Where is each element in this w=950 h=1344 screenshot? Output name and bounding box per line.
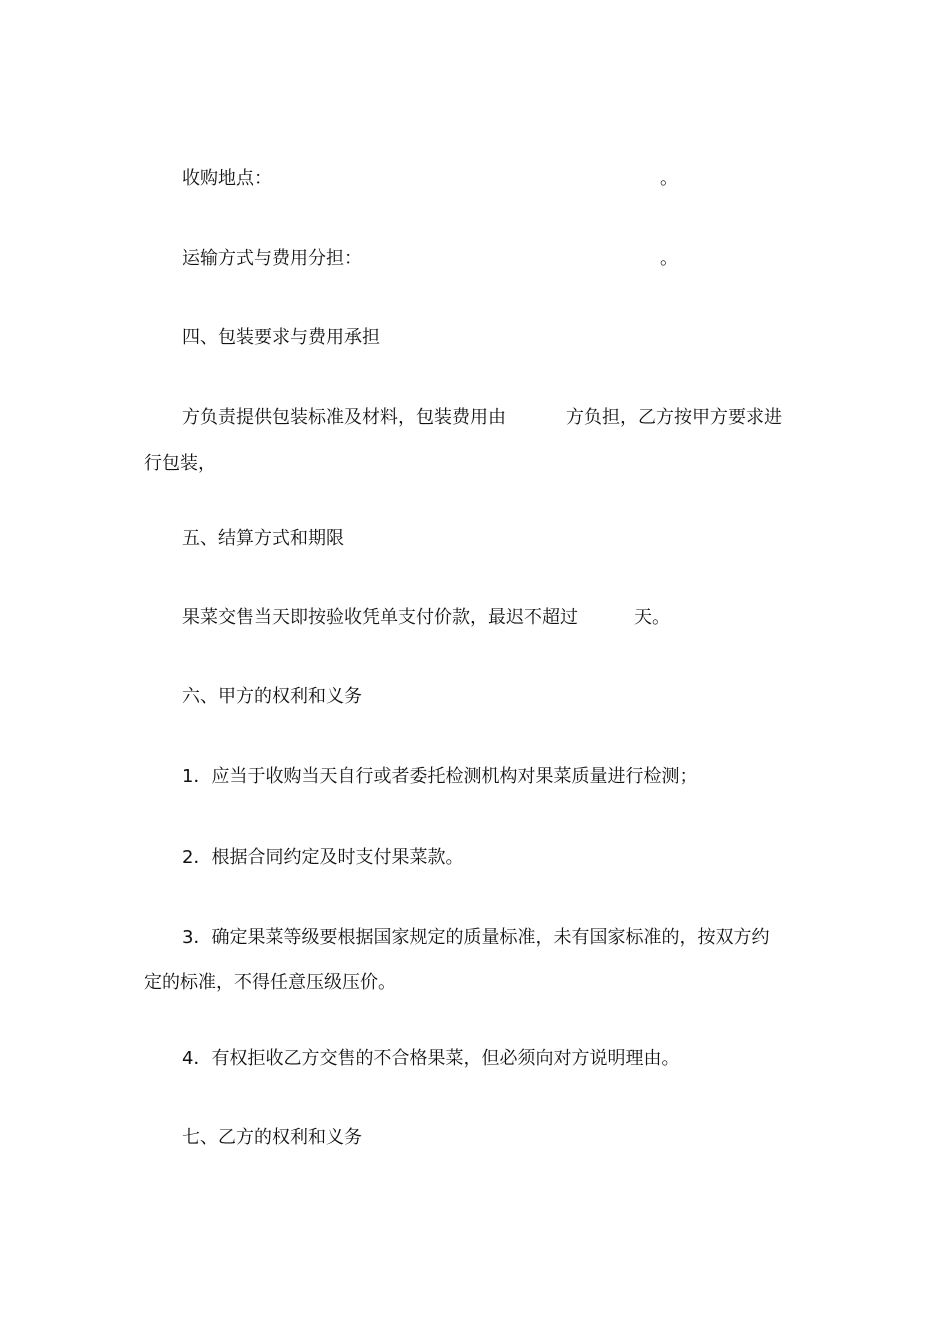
section-6-item-4: 4．有权拒收乙方交售的不合格果菜，但必须向对方说明理由。 [182,1048,680,1069]
purchase-location-label: 收购地点： [182,168,272,189]
section-5-heading: 五、结算方式和期限 [182,528,344,549]
packaging-text-part-1: 方负责提供包装标准及材料，包装费用由 [182,407,506,428]
transport-end: 。 [660,248,678,269]
section-4-heading: 四、包装要求与费用承担 [182,327,380,348]
section-6-item-3-line-2: 定的标准，不得任意压级压价。 [144,972,396,993]
section-6-heading: 六、甲方的权利和义务 [182,686,362,707]
section-7-heading: 七、乙方的权利和义务 [182,1127,362,1148]
section-6-item-3-line-1: 3．确定果菜等级要根据国家规定的质量标准，未有国家标准的，按双方约 [182,927,770,948]
packaging-text-part-2: 方负担，乙方按甲方要求进 [566,407,782,428]
packaging-line-2: 行包装， [144,453,216,474]
section-6-item-1: 1．应当于收购当天自行或者委托检测机构对果菜质量进行检测； [182,766,698,787]
transport-label: 运输方式与费用分担： [182,248,362,269]
purchase-location-end: 。 [660,168,678,189]
section-6-item-2: 2．根据合同约定及时支付果菜款。 [182,847,464,868]
settlement-text-part-1: 果菜交售当天即按验收凭单支付价款，最迟不超过 [182,607,578,628]
settlement-text-part-2: 天。 [634,607,670,628]
